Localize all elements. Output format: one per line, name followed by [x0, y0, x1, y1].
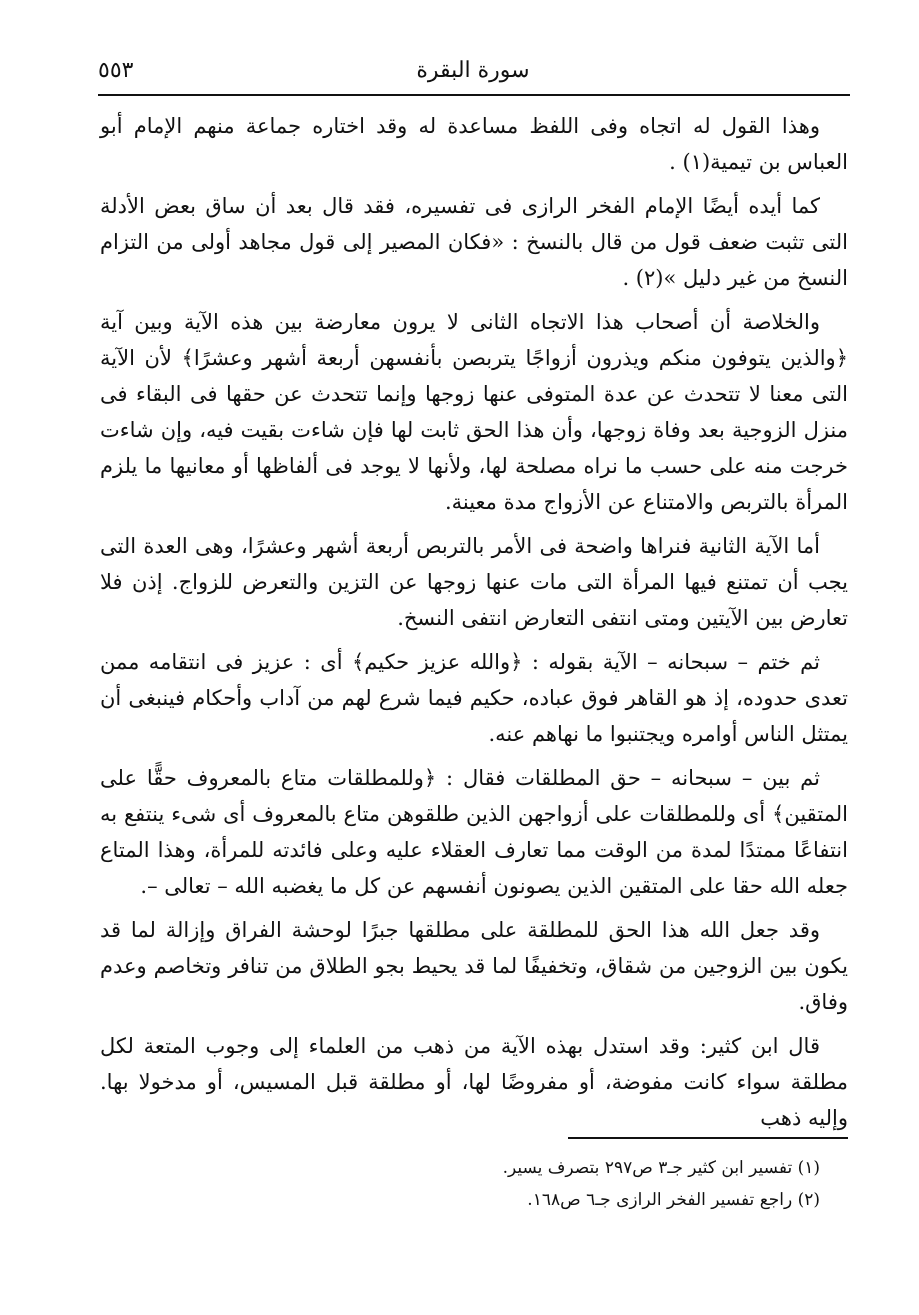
- paragraph: قال ابن كثير: وقد استدل بهذه الآية من ذهب من العلماء إلى وجوب المتعة لكل مطلقة سواء كانت مفوضة، أو مفروضًا لها، أو مطلقة قبل المسيس، أو مدخولا بها. وإليه ذهب: [100, 1034, 848, 1130]
- page-number: ٥٥٣: [98, 58, 134, 83]
- paragraph: وهذا القول له اتجاه وفى اللفظ مساعدة له وقد اختاره جماعة منهم الإمام أبو العباس بن تيمية(١) .: [100, 114, 848, 174]
- header-divider: [98, 94, 850, 96]
- footnote: (٢) راجع تفسير الفخر الرازى جـ٦ ص١٦٨.: [527, 1190, 820, 1210]
- paragraph: كما أيده أيضًا الإمام الفخر الرازى فى تفسيره، فقد قال بعد أن ساق بعض الأدلة التى تثبت ضعف قول من قال بالنسخ : «فكان المصير إلى قول مجاهد أولى من التزام النسخ من غير دليل »(٢) .: [100, 194, 848, 290]
- main-text: [100, 108, 848, 1144]
- paragraph: ثم ختم – سبحانه – الآية بقوله : ﴿والله عزيز حكيم﴾ أى : عزيز فى انتقامه ممن تعدى حدوده، إذ هو القاهر فوق عباده، حكيم فيما شرع لهم من آداب وأحكام فينبغى أن يمتثل الناس أوامره ويجتنبوا ما نهاهم عنه.: [100, 650, 848, 746]
- chapter-title: سورة البقرة: [416, 58, 530, 83]
- footnote: (١) تفسير ابن كثير جـ٣ ص٢٩٧ بتصرف يسير.: [502, 1158, 820, 1178]
- paragraph: أما الآية الثانية فنراها واضحة فى الأمر بالتربص أربعة أشهر وعشرًا، وهى العدة التى يجب أن تمتنع فيها المرأة التى مات عنها زوجها عن التزين والتعرض للزواج. إذن فلا تعارض بين الآيتين ومتى انتفى التعارض انتفى النسخ.: [100, 534, 848, 630]
- paragraph: وقد جعل الله هذا الحق للمطلقة على مطلقها جبرًا لوحشة الفراق وإزالة لما قد يكون بين الزوجين من شقاق، وتخفيفًا لما قد يحيط بجو الطلاق من تنافر وتخاصم وعدم وفاق.: [100, 918, 848, 1014]
- paragraph: ثم بين – سبحانه – حق المطلقات فقال : ﴿وللمطلقات متاع بالمعروف حقًّا على المتقين﴾ أى وللمطلقات على أزواجهن الذين طلقوهن متاع بالمعروف أى شىء ينتفع به انتفاعًا ممتدًا لمدة من الوقت مما تعارف العقلاء عليه وعلى فائدته للمرأة، وهذا المتاع جعله الله حقا على المتقين الذين يصونون أنفسهم عن كل ما يغضبه الله – تعالى –.: [100, 766, 848, 898]
- page-header: [98, 52, 848, 92]
- footnotes: [300, 1152, 820, 1216]
- paragraph: والخلاصة أن أصحاب هذا الاتجاه الثانى لا يرون معارضة بين هذه الآية وبين آية ﴿والذين يتوفون منكم ويذرون أزواجًا يتربصن بأنفسهن أربعة أشهر وعشرًا﴾ لأن الآية التى معنا لا تتحدث عن عدة المتوفى عنها زوجها وإنما تتحدث عن حقها فى البقاء فى منزل الزوجية بعد وفاة زوجها، وأن هذا الحق ثابت لها فإن شاءت بقيت فيه، وإن شاءت خرجت منه على حسب ما نراه مصلحة لها، ولأنها لا يوجد فى ألفاظها أو معانيها ما يلزم المرأة بالتربص والامتناع عن الأزواج مدة معينة.: [100, 310, 848, 514]
- footnote-divider: [568, 1137, 848, 1139]
